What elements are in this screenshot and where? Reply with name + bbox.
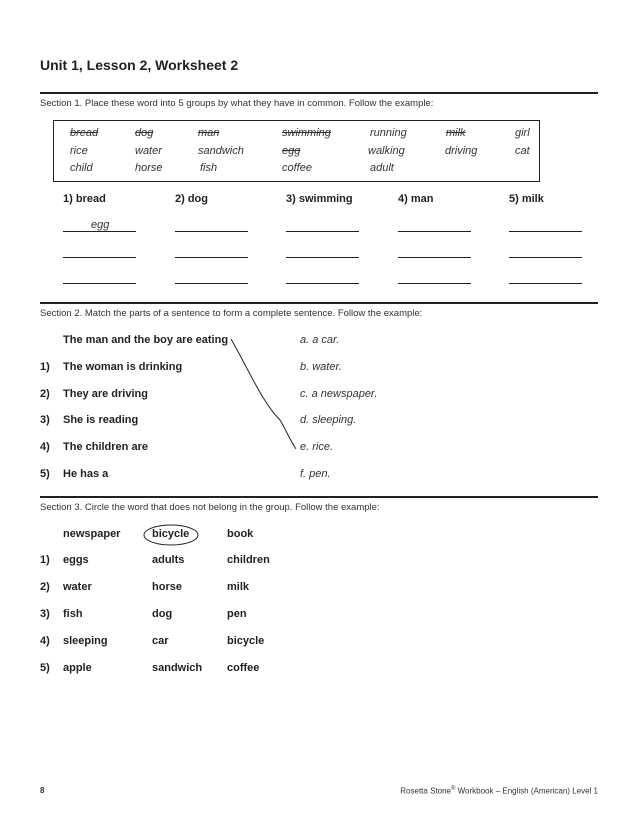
- group-word[interactable]: milk: [227, 581, 250, 593]
- word-running: running: [370, 127, 407, 139]
- group-word[interactable]: water: [63, 581, 92, 593]
- item-number: 4): [40, 441, 50, 453]
- word-rice: rice: [70, 145, 88, 157]
- sentence-ending: d. sleeping.: [300, 414, 357, 426]
- sentence-ending: f. pen.: [300, 468, 331, 480]
- word-water: water: [135, 145, 162, 157]
- sentence-stem: She is reading: [63, 414, 139, 426]
- word-milk: milk: [446, 127, 466, 139]
- sentence-stem: The woman is drinking: [63, 361, 183, 373]
- item-number: 5): [40, 662, 50, 674]
- group-word[interactable]: eggs: [63, 554, 89, 566]
- group-header-5: 5) milk: [509, 193, 544, 205]
- word-adult: adult: [370, 162, 394, 174]
- sentence-stem: The children are: [63, 441, 148, 453]
- group-word[interactable]: fish: [63, 608, 83, 620]
- word-driving: driving: [445, 145, 478, 157]
- page-number: 8: [40, 786, 45, 795]
- item-number: 5): [40, 468, 50, 480]
- group-word: bicycle: [152, 528, 190, 540]
- word-man: man: [198, 127, 220, 139]
- item-number: 3): [40, 414, 50, 426]
- sentence-stem: He has a: [63, 468, 109, 480]
- word-egg: egg: [282, 145, 301, 157]
- section2-instruction: Section 2. Match the parts of a sentence to form a complete sentence. Follow the example:: [40, 308, 423, 319]
- word-walking: walking: [368, 145, 405, 157]
- group-word[interactable]: bicycle: [227, 635, 265, 647]
- group-word[interactable]: apple: [63, 662, 92, 674]
- divider: [40, 496, 598, 498]
- sentence-stem: The man and the boy are eating: [63, 334, 229, 346]
- registered-mark: ®: [450, 786, 456, 792]
- word-bread: bread: [70, 127, 99, 139]
- footer-credit-brand: Rosetta Stone: [400, 786, 451, 796]
- group-word[interactable]: adults: [152, 554, 185, 566]
- item-number: 2): [40, 388, 50, 400]
- group-word[interactable]: dog: [152, 608, 173, 620]
- section1-instruction: Section 1. Place these word into 5 groups by what they have in common. Follow the example:: [40, 98, 434, 109]
- word-sandwich: sandwich: [198, 145, 244, 157]
- sentence-ending: a. a car.: [300, 334, 340, 346]
- sentence-ending: c. a newspaper.: [300, 388, 378, 400]
- group-word[interactable]: children: [227, 554, 270, 566]
- word-swimming: swimming: [282, 127, 331, 139]
- word-fish: fish: [200, 162, 218, 174]
- group-header-1: 1) bread: [63, 193, 106, 205]
- group-word[interactable]: sleeping: [63, 635, 108, 647]
- group-word[interactable]: pen: [227, 608, 247, 620]
- page-title: Unit 1, Lesson 2, Worksheet 2: [40, 57, 239, 73]
- item-number: 2): [40, 581, 50, 593]
- item-number: 1): [40, 554, 50, 566]
- item-number: 4): [40, 635, 50, 647]
- word-child: child: [70, 162, 93, 174]
- word-cat: cat: [515, 145, 530, 157]
- group-word[interactable]: horse: [152, 581, 182, 593]
- sentence-ending: b. water.: [300, 361, 342, 373]
- group-word[interactable]: coffee: [227, 662, 260, 674]
- example-answer: egg: [91, 219, 110, 231]
- sentence-stem: They are driving: [63, 388, 148, 400]
- group-word: newspaper: [63, 528, 121, 540]
- example-circle: [142, 523, 200, 547]
- footer-credit: [400, 786, 598, 796]
- item-number: 1): [40, 361, 50, 373]
- group-word[interactable]: sandwich: [152, 662, 203, 674]
- group-word[interactable]: car: [152, 635, 169, 647]
- word-girl: girl: [515, 127, 530, 139]
- word-horse: horse: [135, 162, 163, 174]
- word-coffee: coffee: [282, 162, 312, 174]
- group-word: book: [227, 528, 254, 540]
- word-dog: dog: [135, 127, 154, 139]
- item-number: 3): [40, 608, 50, 620]
- group-header-2: 2) dog: [175, 193, 208, 205]
- section3-instruction: Section 3. Circle the word that does not belong in the group. Follow the example:: [40, 502, 380, 513]
- sentence-ending: e. rice.: [300, 441, 334, 453]
- group-header-3: 3) swimming: [286, 193, 353, 205]
- group-header-4: 4) man: [398, 193, 434, 205]
- footer-credit-title: Workbook – English (American) Level 1: [455, 786, 598, 796]
